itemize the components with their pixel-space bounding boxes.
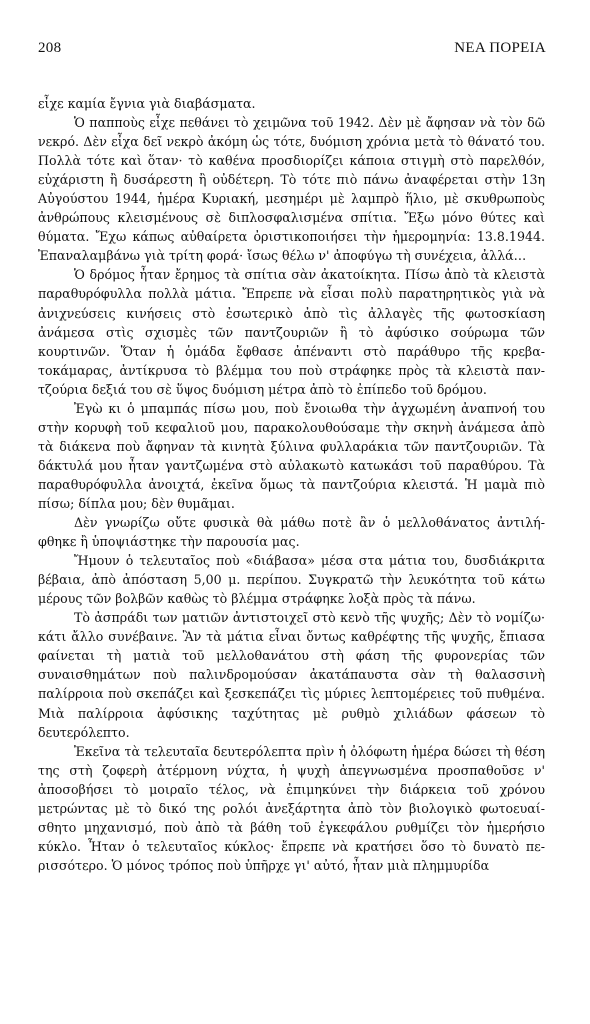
paragraph: Τὸ ἀσπράδι των ματιῶν ἀντιστοιχεῖ στὸ κενὸ τῆς ψυχῆς; Δὲν τὸ νομίζω· κάτι ἄλλο συνέβαινε. Ἂν τὰ μάτια εἶναι ὄντως καθρέφτης τῆς ψυχῆς, ἔπιασα φαίνεται τὴ ματιὰ τοῦ μελλοθανάτου στὴ φάση τῆς φυρονερίας τῶν συναισθημάτων ποὺ παλινδρομούσαν ἀκατάπαυστα σὰν τὴ θαλασσινὴ παλίρροια ποὺ σκεπάζει καὶ ξεσκεπάζει τὶς μύριες λεπτομέρειες τοῦ πυθμένα. Μιὰ παλίρροια ἀφύσικης ταχύτητας μὲ ρυθμὸ χιλιάδων φάσεων τὸ δευτερόλεπτο. (38, 610, 545, 740)
paragraph: εἶχε καμία ἔγνια γιὰ διαβάσματα. (38, 96, 256, 111)
paragraph: Ἐκεῖνα τὰ τελευταῖα δευτερόλεπτα πρὶν ἡ ὀλόφωτη ἡμέρα δώσει τὴ θέση της στὴ ζοφερὴ ἀτέρμονη νύχτα, ἡ ψυχὴ ἀπεγνωσμένα προσπαθοῦσε ν' ἀποσοβήσει τὸ μοιραῖο τέλος, νὰ ἐπιμηκύνει τὴν διάρκεια τοῦ χρόνου μετρώντας μὲ τὸ δικό της ρολόι ἀνεξάρτητα ἀπὸ τὸν βιολογικὸ φωτοευαίσθητο μηχανισμό, ποὺ ἀπὸ τὰ βάθη τοῦ ἐγκεφάλου ρυθμίζει τὸν ἡμερήσιο κύκλο. Ἦταν ὁ τελευταῖος κύκλος· ἔπρεπε νὰ κρατήσει ὅσο τὸ δυνατὸ περισσότερο. Ὁ μόνος τρόπος ποὺ ὑπῆρχε γι' αὐτό, ἦταν μιὰ πλημμυρίδα (38, 743, 545, 873)
paragraph: Δὲν γνωρίζω οὔτε φυσικὰ θὰ μάθω ποτὲ ἂν ὁ μελλοθάνατος ἀντιλήφθηκε ἢ ὑποψιάστηκε τὴν παρουσία μας. (38, 515, 545, 550)
paragraph: Ἐγὼ κι ὁ μπαμπάς πίσω μου, ποὺ ἔνοιωθα τὴν ἀγχωμένη ἀναπνοή του στὴν κορυφὴ τοῦ κεφαλιοῦ μου, παρακολουθούσαμε τὴν σκηνὴ ἀνάμεσα ἀπὸ τὰ διάκενα ποὺ ἄφηναν τὰ κινητὰ ξύλινα φυλλαράκια τῶν παντζουριῶν. Τὰ δάκτυλά μου ἦταν γαντζωμένα στὸ αὐλακωτὸ κατωκάσι τοῦ παραθύρου. Τὰ παραθυρόφυλλα ἀνοιχτά, ἐκεῖνα ὅμως τὰ παντζούρια κλειστά. Ἡ μαμὰ πιὸ πίσω; δίπλα μου; δὲν θυμᾶμαι. (38, 400, 545, 511)
page-body-text (38, 94, 545, 875)
page-number: 208 (38, 40, 62, 56)
paragraph: Ὁ παπποὺς εἶχε πεθάνει τὸ χειμῶνα τοῦ 1942. Δὲν μὲ ἄφησαν νὰ τὸν δῶ νεκρό. Δὲν εἶχα δεῖ νεκρὸ ἀκόμη ὡς τότε, δυόμιση χρόνια μετὰ τὸ θάνατό του. Πολλὰ τότε καὶ ὅταν· τὸ καθένα προσδιορίζει κάποια στιγμὴ στὸ παρελθόν, εὐχάριστη ἢ δυσάρεστη ἢ οὐδέτερη. Τὸ τότε πιὸ πάνω ἀναφέρεται στὴν 13η Αὐγούστου 1944, ἡμέρα Κυριακή, μεσημέρι μὲ λαμπρὸ ἥλιο, μὲ σκυθρωποὺς ἀνθρώπους κλεισμένους σὲ διπλοσφαλισμένα σπίτια. Ἔξω μόνο θύτες καὶ θύματα. Ἔχω κάπως αὐθαίρετα ὀριστικοποιήσει τὴν ἡμερομηνία: 13.8.1944. Ἐπαναλαμβάνω γιὰ τρίτη φορά· ἴσως θέλω ν' ἀποφύγω τὴ συνέχεια, ἀλλά… (38, 115, 545, 264)
page-header (38, 40, 546, 57)
paragraph: Ὁ δρόμος ἦταν ἔρημος τὰ σπίτια σὰν ἀκατοίκητα. Πίσω ἀπὸ τὰ κλειστὰ παραθυρόφυλλα πολλὰ μάτια. Ἔπρεπε νὰ εἶσαι πολὺ παρατηρητικὸς γιὰ νὰ ἀνιχνεύσεις κινήσεις στὸ ἐσωτερικὸ ἀπὸ τὶς ἀλλαγὲς τῆς φωτοσκίαση ἀνάμεσα στὶς σχισμὲς τῶν παντζουριῶν ἢ τὸ ἀφύσικο σούρωμα τῶν κουρτινῶν. Ὅταν ἡ ὁμάδα ἔφθασε ἀπέναντι στὸ παράθυρο τῆς κρεβατοκάμαρας, ἀντίκρυσα τὸ βλέμμα του ποὺ στράφηκε πρὸς τὰ κλειστὰ παντζούρια δεξιά του σὲ ὕψος δυόμιση μέτρα ἀπὸ τὸ ἐπίπεδο τοῦ δρόμου. (38, 267, 545, 397)
paragraph: Ἤμουν ὁ τελευταῖος ποὺ «διάβασα» μέσα στα μάτια του, δυσδιάκριτα βέβαια, ἀπὸ ἀπόσταση 5,00 μ. περίπου. Συγκρατῶ τὴν λευκότητα τοῦ κάτω μέρους τῶν βολβῶν καθὼς τὸ βλέμμα στράφηκε λοξὰ πρὸς τὰ πάνω. (38, 553, 545, 607)
running-title: ΝΕΑ ΠΟΡΕΙΑ (454, 40, 546, 56)
